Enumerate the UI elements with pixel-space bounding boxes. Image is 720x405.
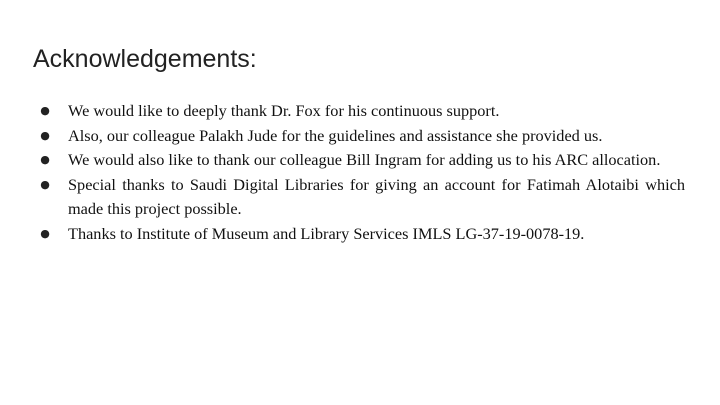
list-item: [38, 222, 685, 247]
list-item: [38, 124, 685, 149]
list-item: [38, 173, 685, 222]
list-item: [38, 148, 685, 173]
slide-title: Acknowledgements:: [33, 45, 257, 73]
list-item-text: We would like to deeply thank Dr. Fox for his continuous support.: [68, 101, 500, 120]
bullet-icon: ●: [40, 104, 50, 117]
acknowledgements-list: [38, 99, 685, 246]
bullet-icon: ●: [40, 153, 50, 166]
list-item-text: Thanks to Institute of Museum and Library Services IMLS LG-37-19-0078-19.: [68, 223, 585, 243]
list-item: [38, 99, 685, 124]
bullet-icon: ●: [40, 226, 50, 240]
list-item-text: Also, our colleague Palakh Jude for the guidelines and assistance she provided us.: [68, 125, 603, 145]
bullet-icon: ●: [40, 128, 50, 142]
list-item-text: We would also like to thank our colleague Bill Ingram for adding us to his ARC allocation.: [68, 150, 661, 169]
list-item-text: Special thanks to Saudi Digital Libraries for giving an account for Fatimah Alotaibi which made this project possible.: [68, 174, 685, 218]
bullet-icon: ●: [40, 177, 50, 191]
